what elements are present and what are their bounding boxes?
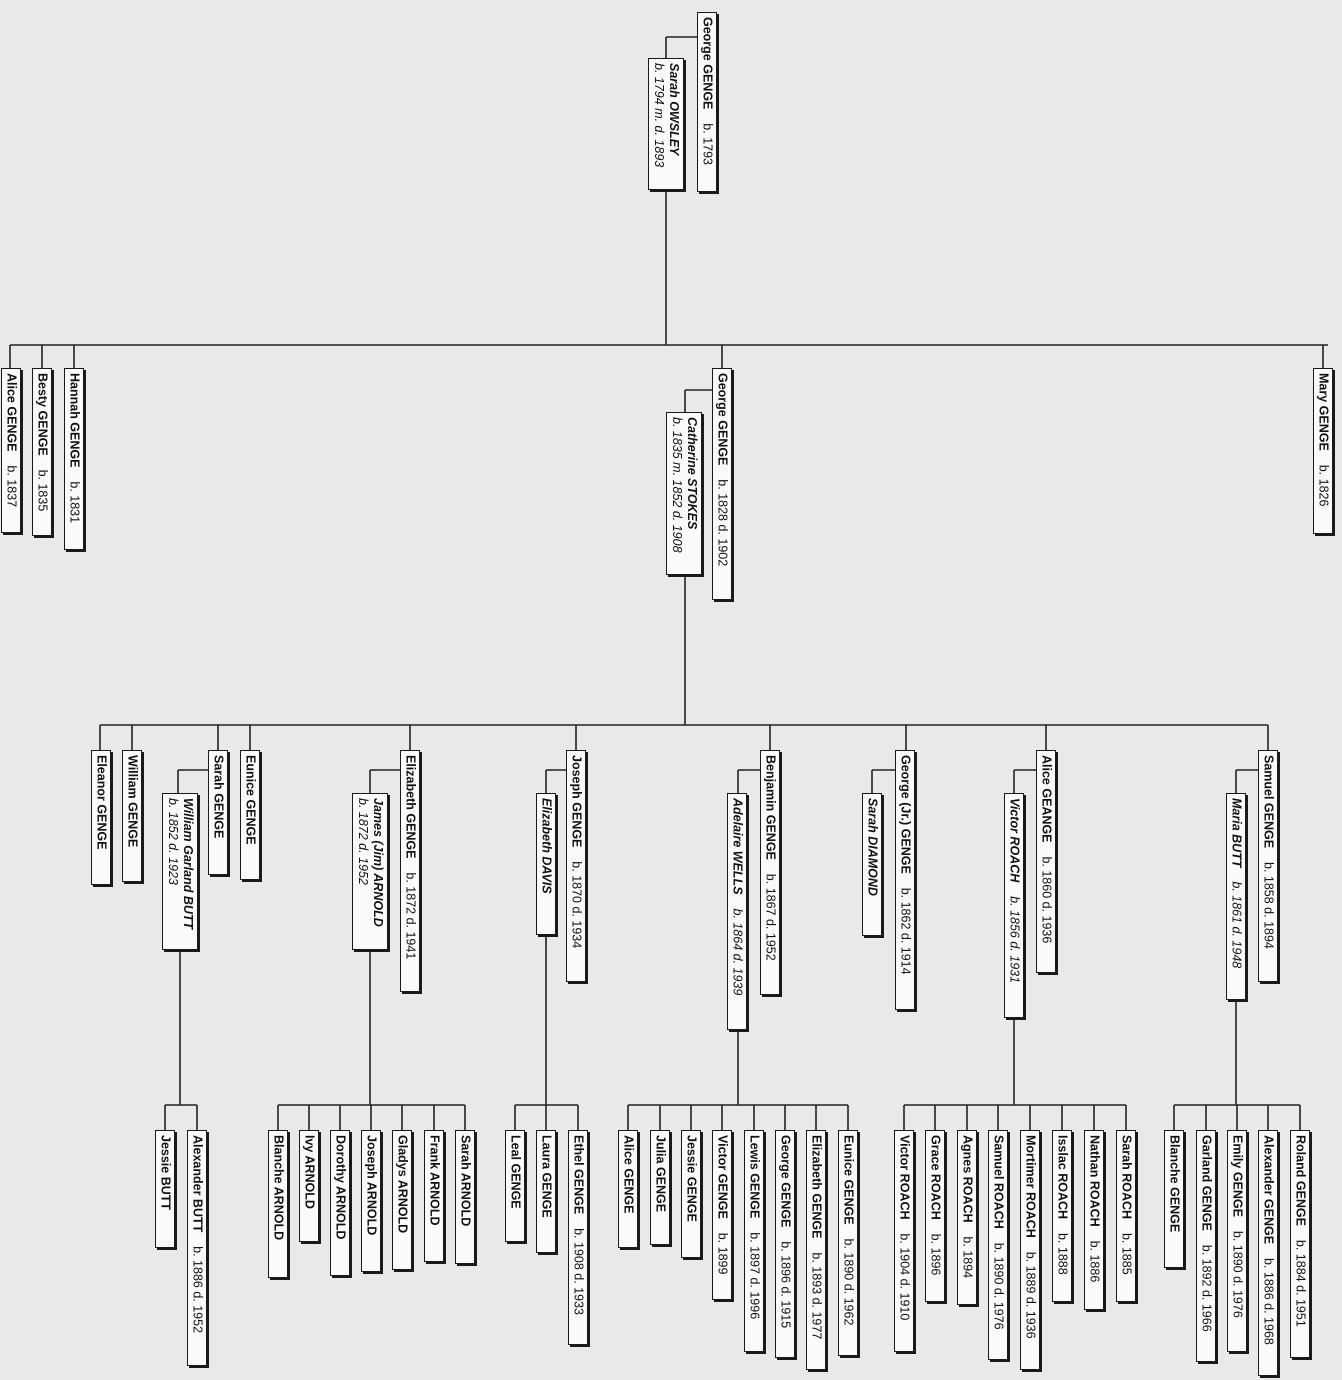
- person-catherine-stokes: [666, 412, 702, 575]
- name: Maria BUTT: [1229, 798, 1244, 868]
- person-alice-geange: [1036, 750, 1056, 973]
- name: Victor ROACH: [1007, 798, 1022, 883]
- dates: b. 1828 d. 1902: [715, 479, 730, 567]
- dates: b. 1886 d. 1952: [190, 1246, 205, 1334]
- name: Elizabeth GENGE: [403, 755, 418, 859]
- person-jessie-genge: [681, 1130, 701, 1258]
- name: Mary GENGE: [1316, 373, 1331, 451]
- name: Elizabeth GENGE: [809, 1135, 824, 1239]
- dates: b. 1837: [4, 465, 19, 508]
- person-roland-genge: [1290, 1130, 1310, 1358]
- dates: b. 1894: [960, 1236, 975, 1279]
- name: Sarah DIAMOND: [865, 798, 880, 896]
- name: Agnes ROACH: [960, 1135, 975, 1223]
- dates: b. 1867 d. 1952: [763, 873, 778, 961]
- dates: b. 1890 d. 1976: [991, 1242, 1006, 1330]
- dates: b. 1897 d. 1996: [747, 1232, 762, 1320]
- name: James (Jim) ARNOLD: [371, 798, 385, 927]
- dates: b. 1896 d. 1915: [778, 1241, 793, 1329]
- person-william-genge: [122, 750, 142, 882]
- person-mortimer-roach: [1020, 1130, 1040, 1370]
- person-blanche-arnold: [268, 1130, 288, 1278]
- name: William GENGE: [125, 755, 140, 848]
- dates: b. 1886 d. 1968: [1261, 1257, 1276, 1345]
- dates: b. 1856 d. 1931: [1007, 896, 1022, 984]
- name: Alexander BUTT: [190, 1135, 205, 1233]
- dates: b. 1885: [1119, 1232, 1134, 1275]
- dates: b. 1893 d. 1977: [809, 1252, 824, 1340]
- person-victor-genge: [712, 1130, 732, 1300]
- dates: b. 1896: [928, 1233, 943, 1276]
- person-alice-genge-1837: [1, 368, 21, 533]
- dates: b. 1886: [1087, 1240, 1102, 1283]
- name: Hannah GENGE: [67, 373, 82, 468]
- name: Dorothy ARNOLD: [333, 1135, 348, 1240]
- dates: b. 1872 d. 1941: [403, 872, 418, 960]
- dates: b. 1793: [700, 123, 715, 166]
- person-victor-roach: [1004, 793, 1024, 1018]
- person-alexander-butt: [187, 1130, 207, 1366]
- name: Adelaire WELLS: [730, 798, 745, 895]
- person-samuel-genge: [1258, 750, 1278, 982]
- name: Eunice GENGE: [841, 1135, 856, 1225]
- person-eunice-genge-1890: [838, 1130, 858, 1356]
- name: William Garland BUTT: [181, 798, 195, 930]
- person-garland-genge: [1196, 1130, 1216, 1362]
- name: Isslac ROACH: [1055, 1135, 1070, 1220]
- name: Sarah ROACH: [1119, 1135, 1134, 1220]
- name: Eunice GENGE: [243, 755, 258, 845]
- name: Ivy ARNOLD: [302, 1135, 317, 1209]
- person-gladys-arnold: [392, 1130, 412, 1270]
- person-william-garland-butt: [162, 793, 198, 950]
- name: Sarah ARNOLD: [458, 1135, 473, 1227]
- name: Julia GENGE: [653, 1135, 668, 1213]
- name: Sarah OWSLEY: [667, 63, 681, 156]
- person-joseph-arnold: [361, 1130, 381, 1272]
- name: George GENGE: [700, 17, 715, 110]
- person-eunice-genge: [240, 750, 260, 880]
- dates: b. 1794 m. d. 1893: [652, 63, 666, 168]
- person-hannah-genge: [64, 368, 84, 550]
- name: Alice GEANGE: [1039, 755, 1054, 843]
- person-joseph-genge: [566, 750, 586, 982]
- dates: b. 1861 d. 1948: [1229, 881, 1244, 969]
- person-elizabeth-davis: [536, 793, 556, 935]
- dates: b. 1888: [1055, 1232, 1070, 1275]
- name: Gladys ARNOLD: [395, 1135, 410, 1234]
- person-dorothy-arnold: [330, 1130, 350, 1276]
- name: Mortimer ROACH: [1023, 1135, 1038, 1238]
- dates: b. 1890 d. 1976: [1230, 1230, 1245, 1318]
- dates: b. 1862 d. 1914: [898, 887, 913, 975]
- person-sarah-roach: [1116, 1130, 1136, 1302]
- person-ethel-genge: [568, 1130, 588, 1345]
- name: Catherine STOKES: [685, 417, 699, 530]
- person-lewis-genge: [744, 1130, 764, 1352]
- name: Alexander GENGE: [1261, 1135, 1276, 1245]
- person-sarah-arnold: [455, 1130, 475, 1264]
- person-sarah-genge: [208, 750, 228, 875]
- person-ivy-arnold: [299, 1130, 319, 1242]
- person-sarah-owsley: [648, 58, 684, 190]
- name: Benjamin GENGE: [763, 755, 778, 860]
- name: Victor GENGE: [715, 1135, 730, 1219]
- name: Jessie GENGE: [684, 1135, 699, 1222]
- name: Joseph ARNOLD: [364, 1135, 379, 1236]
- person-james-jim-arnold: [352, 793, 388, 950]
- person-isslac-roach: [1052, 1130, 1072, 1302]
- person-maria-butt: [1226, 793, 1246, 1000]
- dates: b. 1864 d. 1939: [730, 908, 745, 996]
- name: Eleanor GENGE: [94, 755, 109, 850]
- name: Nathan ROACH: [1087, 1135, 1102, 1227]
- name: Victor ROACH: [897, 1135, 912, 1220]
- name: Roland GENGE: [1293, 1135, 1308, 1226]
- dates: b. 1826: [1316, 464, 1331, 507]
- name: Garland GENGE: [1199, 1135, 1214, 1231]
- person-leal-genge: [505, 1130, 525, 1242]
- name: Elizabeth DAVIS: [539, 798, 554, 894]
- person-besty-genge: [32, 368, 52, 536]
- name: Besty GENGE: [35, 373, 50, 456]
- dates: b. 1870 d. 1934: [569, 861, 584, 949]
- person-laura-genge: [536, 1130, 556, 1253]
- person-george-jr-genge: [895, 750, 915, 1010]
- person-grace-roach: [925, 1130, 945, 1302]
- dates: b. 1889 d. 1936: [1023, 1251, 1038, 1339]
- person-julia-genge: [650, 1130, 670, 1245]
- person-elizabeth-genge: [400, 750, 420, 992]
- person-sarah-diamond: [862, 793, 882, 936]
- person-jessie-butt: [155, 1130, 175, 1248]
- name: Jessie BUTT: [158, 1135, 173, 1211]
- name: Alice GENGE: [4, 373, 19, 452]
- name: Ethel GENGE: [571, 1135, 586, 1215]
- dates: b. 1872 d. 1952: [356, 798, 370, 885]
- dates: b. 1884 d. 1951: [1293, 1239, 1308, 1327]
- person-benjamin-genge: [760, 750, 780, 995]
- dates: b. 1904 d. 1910: [897, 1233, 912, 1321]
- name: Samuel GENGE: [1261, 755, 1276, 849]
- name: George GENGE: [778, 1135, 793, 1228]
- dates: b. 1858 d. 1894: [1261, 862, 1276, 949]
- person-victor-roach-1904: [894, 1130, 914, 1352]
- person-samuel-roach: [988, 1130, 1008, 1360]
- name: Samuel ROACH: [991, 1135, 1006, 1229]
- name: Sarah GENGE: [211, 755, 226, 839]
- person-alexander-genge: [1258, 1130, 1278, 1376]
- name: George GENGE: [715, 373, 730, 466]
- person-george-genge-1896: [775, 1130, 795, 1358]
- name: Leal GENGE: [508, 1135, 523, 1209]
- person-agnes-roach: [957, 1130, 977, 1305]
- name: Grace ROACH: [928, 1135, 943, 1220]
- name: Emily GENGE: [1230, 1135, 1245, 1217]
- dates: b. 1899: [715, 1232, 730, 1275]
- person-george-genge-1828: [712, 368, 732, 600]
- dates: b. 1835 m. 1852 d. 1908: [670, 417, 684, 553]
- dates: b. 1890 d. 1962: [841, 1238, 856, 1326]
- dates: b. 1852 d. 1923: [166, 798, 180, 885]
- dates: b. 1860 d. 1936: [1039, 856, 1054, 944]
- person-emily-genge: [1227, 1130, 1247, 1352]
- dates: b. 1831: [67, 481, 82, 524]
- name: Blanche ARNOLD: [271, 1135, 286, 1241]
- person-adelaire-wells: [727, 793, 747, 1030]
- person-blanche-genge: [1164, 1130, 1184, 1268]
- person-nathan-roach: [1084, 1130, 1104, 1310]
- person-alice-genge-g4: [618, 1130, 638, 1248]
- person-george-genge-1793: [697, 12, 717, 192]
- person-frank-arnold: [424, 1130, 444, 1262]
- name: Alice GENGE: [621, 1135, 636, 1214]
- name: Joseph GENGE: [569, 755, 584, 848]
- dates: b. 1835: [35, 469, 50, 512]
- dates: b. 1908 d. 1933: [571, 1228, 586, 1315]
- dates: b. 1892 d. 1966: [1199, 1244, 1214, 1332]
- person-elizabeth-genge-1893: [806, 1130, 826, 1370]
- person-eleanor-genge: [91, 750, 111, 885]
- name: Lewis GENGE: [747, 1135, 762, 1219]
- name: George (Jr.) GENGE: [898, 755, 913, 874]
- name: Laura GENGE: [539, 1135, 554, 1218]
- person-mary-genge: [1313, 368, 1333, 534]
- name: Blanche GENGE: [1167, 1135, 1182, 1233]
- name: Frank ARNOLD: [427, 1135, 442, 1226]
